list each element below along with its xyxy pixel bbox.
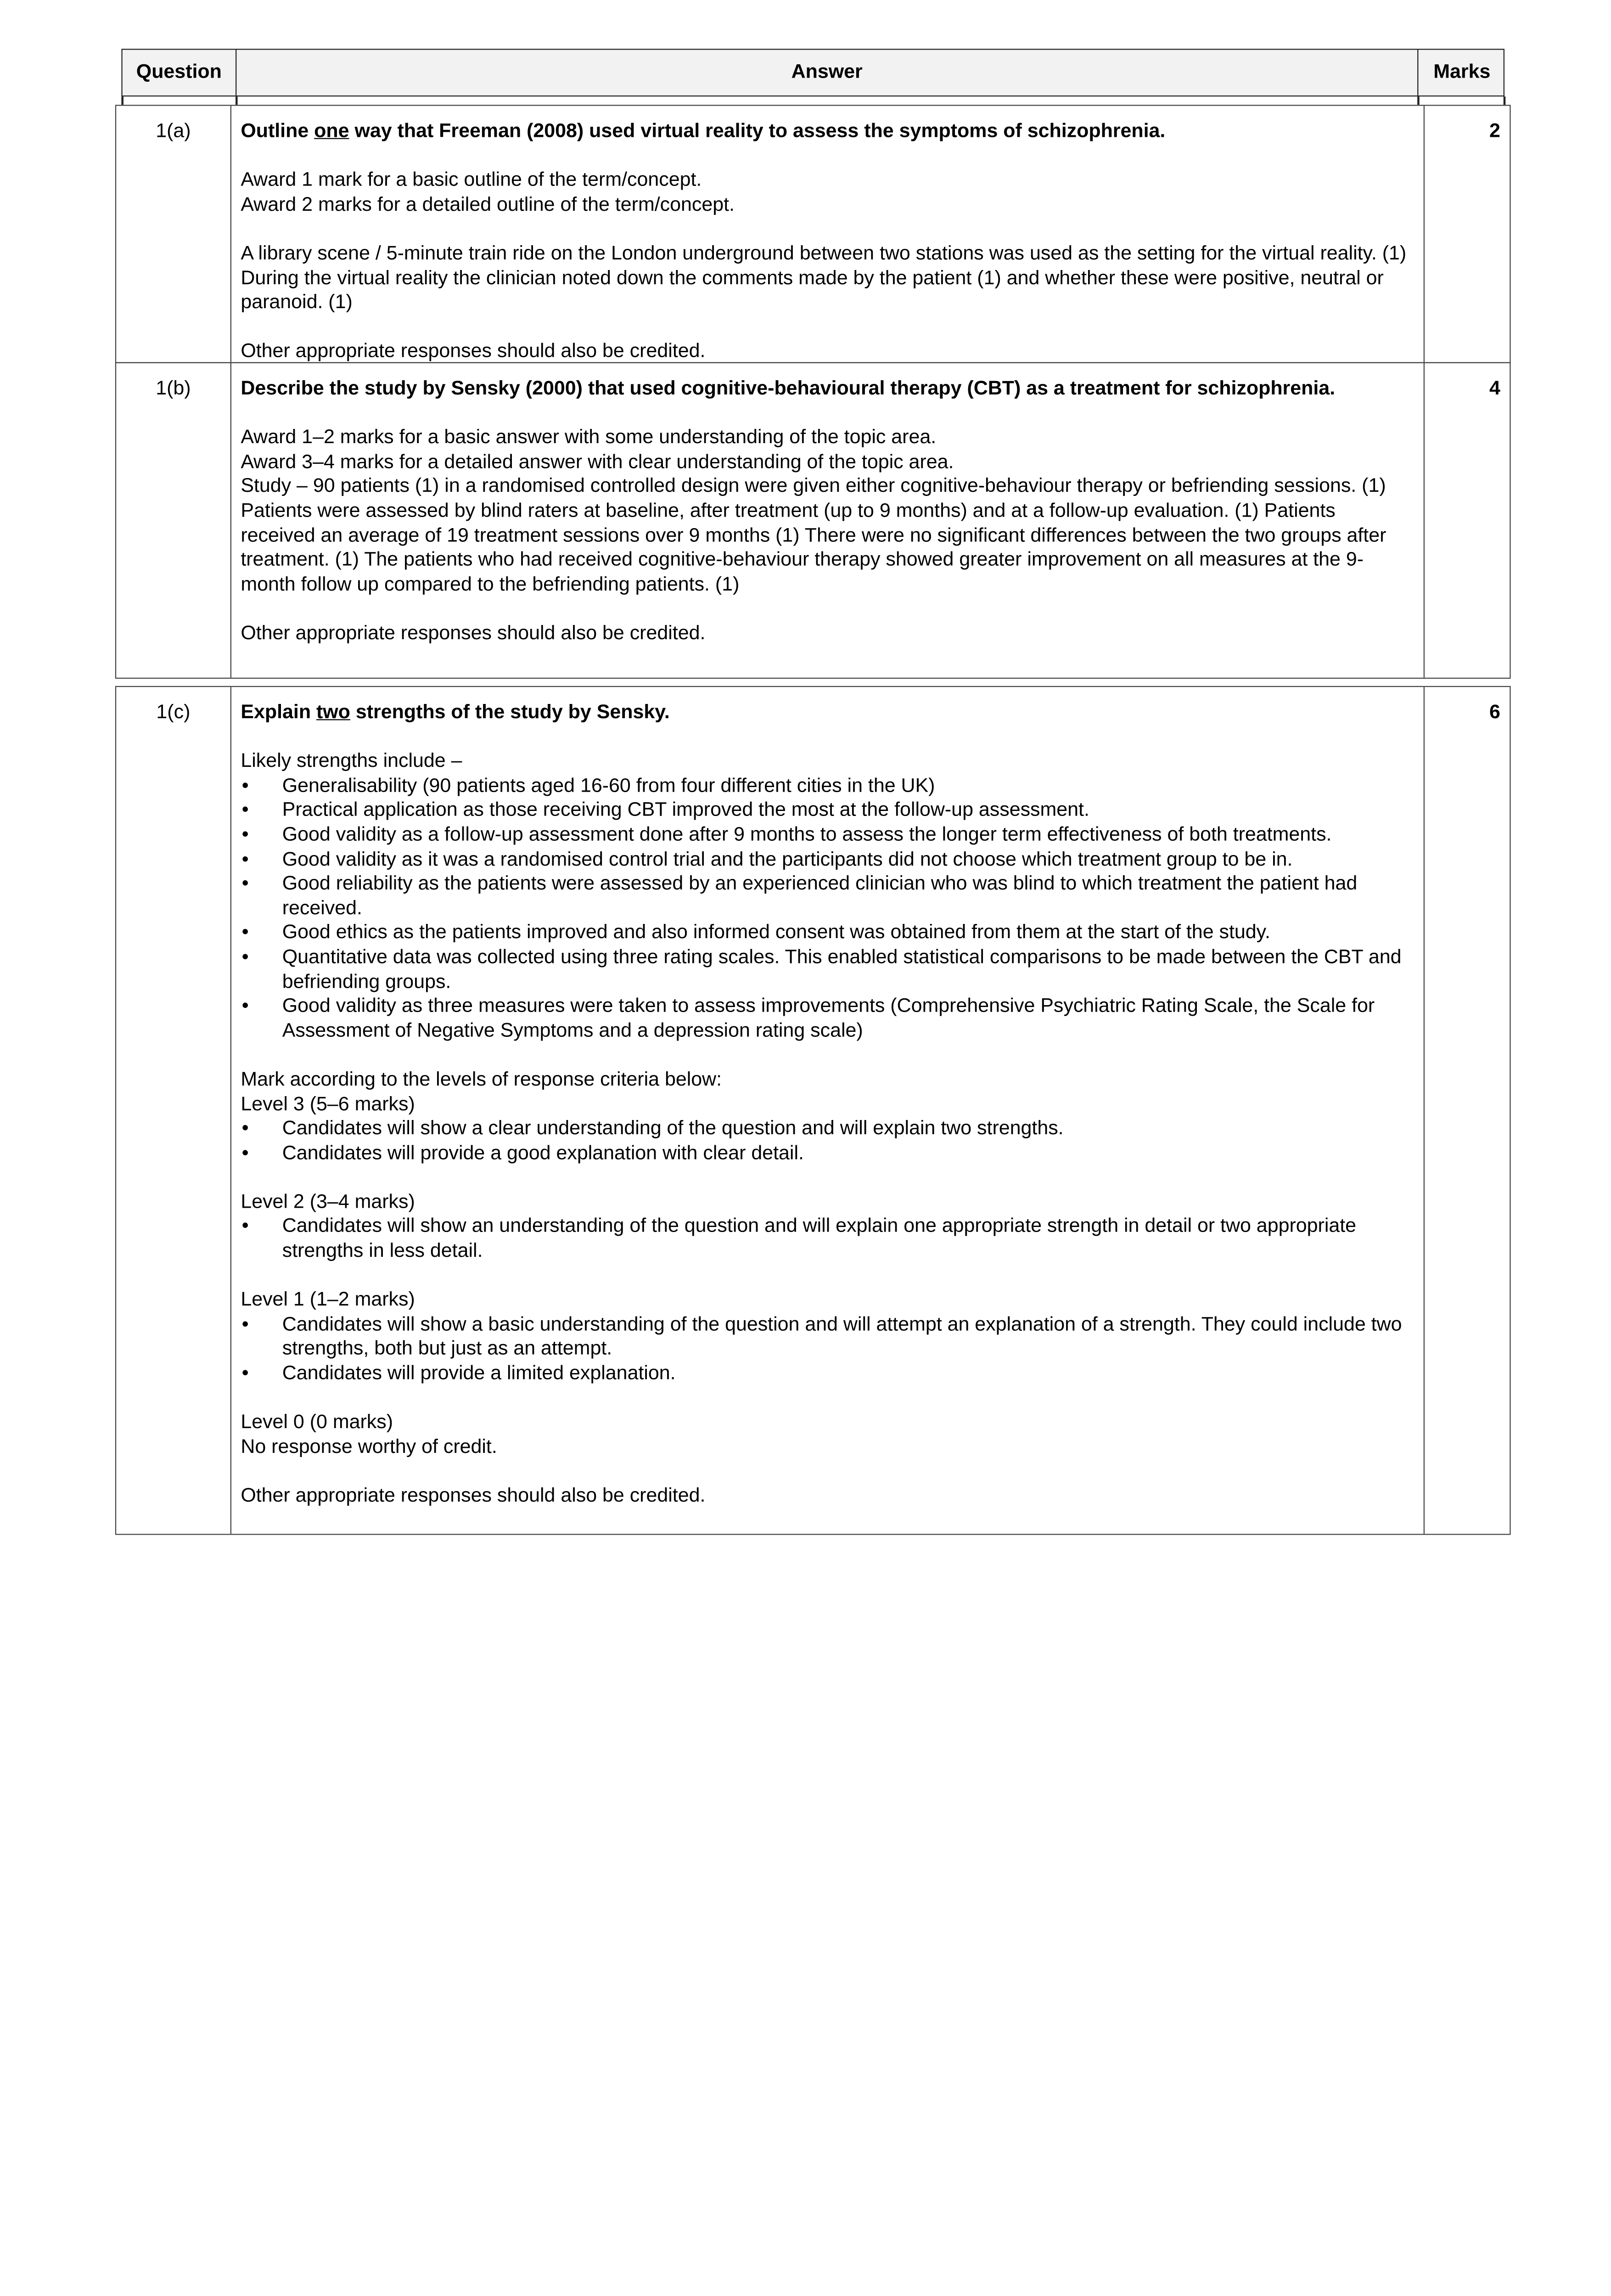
list-item: • Good validity as it was a randomised control trial and the participants did not choose which treatment group to be in. (241, 847, 1415, 872)
table-row-1a (115, 105, 1511, 363)
list-item: • Candidates will show a basic understanding of the question and will attempt an explanation of a strength. They could include two strengths, both but just as an attempt. (241, 1313, 1415, 1362)
strengths-intro: Likely strengths include – (241, 750, 462, 772)
marks-value: 6 (1489, 701, 1500, 724)
award-line: Award 3–4 marks for a detailed answer with clear understanding of the topic area. (241, 451, 954, 473)
level-1-list (241, 1313, 1415, 1386)
header-answer: Answer (236, 50, 1418, 95)
level-0-title: Level 0 (0 marks) (241, 1412, 393, 1434)
list-item: • Practical application as those receiving CBT improved the most at the follow-up assessment. (241, 799, 1415, 823)
level-3-title: Level 3 (5–6 marks) (241, 1093, 415, 1115)
list-item: • Good reliability as the patients were assessed by an experienced clinician who was blind to which treatment the patient had received. (241, 872, 1415, 921)
table-row-1b (115, 362, 1511, 679)
other-responses: Other appropriate responses should also be credited. (241, 341, 706, 363)
list-item: • Good validity as a follow-up assessment done after 9 months to assess the longer term effectiveness of both treatments. (241, 823, 1415, 847)
levels-intro: Mark according to the levels of response criteria below: (241, 1069, 722, 1091)
award-line: Award 2 marks for a detailed outline of the term/concept. (241, 194, 735, 216)
other-responses: Other appropriate responses should also be credited. (241, 622, 706, 645)
answer-cell (231, 687, 1425, 1534)
question-number: 1(a) (116, 106, 231, 362)
header-question: Question (123, 50, 237, 95)
strengths-list (241, 774, 1415, 1043)
divider (121, 96, 123, 105)
list-item: • Good validity as three measures were taken to assess improvements (Comprehensive Psychiatric Rating Scale, the Scale for Assessment of Negative Symptoms and a depression rating scale) (241, 994, 1415, 1043)
answer-cell (231, 106, 1425, 362)
marks-value: 2 (1489, 120, 1500, 142)
list-item: • Candidates will provide a limited explanation. (241, 1362, 1415, 1386)
marks-value: 4 (1489, 377, 1500, 400)
level-1-title: Level 1 (1–2 marks) (241, 1289, 415, 1311)
list-item: • Candidates will show a clear understanding of the question and will explain two strengths. (241, 1117, 1415, 1141)
answer-cell (231, 363, 1425, 678)
table-row-1c (115, 686, 1511, 1535)
model-answer: Study – 90 patients (1) in a randomised controlled design were given either cognitive-behaviour therapy or befriending sessions. (1) Patients were assessed by blind raters at baseline, after treatment (up to 9 months) and at a follow-up evaluation. (1) Patients received an average of 19 treatment sessions over 9 months (1) There were no significant differences between the two groups after treatment. (1) The patients who had received cognitive-behaviour therapy showed greater improvement on all measures at the 9-month follow up compared to the befriending patients. (1) (241, 475, 1386, 596)
question-number: 1(c) (116, 687, 231, 1534)
award-line: Award 1 mark for a basic outline of the term/concept. (241, 169, 702, 191)
question-title: Explain two strengths of the study by Sensky. (241, 701, 670, 724)
question-title: Describe the study by Sensky (2000) that used cognitive-behavioural therapy (CBT) as a treatment for schizophrenia. (241, 377, 1336, 400)
question-number: 1(b) (116, 363, 231, 678)
level-2-list (241, 1215, 1415, 1264)
level-2-title: Level 2 (3–4 marks) (241, 1191, 415, 1213)
table-header (121, 49, 1504, 96)
level-3-list (241, 1117, 1415, 1166)
divider (1504, 96, 1505, 105)
other-responses: Other appropriate responses should also be credited. (241, 1485, 706, 1507)
list-item: • Generalisability (90 patients aged 16-60 from four different cities in the UK) (241, 774, 1415, 798)
list-item: • Candidates will provide a good explanation with clear detail. (241, 1141, 1415, 1165)
list-item: • Candidates will show an understanding of the question and will explain one appropriate strength in detail or two appropriate strengths in less detail. (241, 1215, 1415, 1264)
list-item: • Quantitative data was collected using three rating scales. This enabled statistical comparisons to be made between the CBT and befriending groups. (241, 945, 1415, 995)
model-answer: A library scene / 5-minute train ride on the London underground between two stations was used as the setting for the virtual reality. (1) During the virtual reality the clinician noted down the comments made by the patient (1) and whether these were positive, neutral or paranoid. (1) (241, 242, 1407, 314)
divider (236, 96, 237, 105)
header-marks: Marks (1433, 61, 1491, 83)
level-0-text: No response worthy of credit. (241, 1436, 497, 1458)
award-line: Award 1–2 marks for a basic answer with some understanding of the topic area. (241, 427, 937, 449)
list-item: • Good ethics as the patients improved and also informed consent was obtained from them at the start of the study. (241, 921, 1415, 945)
question-title: Outline one way that Freeman (2008) used virtual reality to assess the symptoms of schizophrenia. (241, 120, 1166, 142)
divider (1417, 96, 1419, 105)
